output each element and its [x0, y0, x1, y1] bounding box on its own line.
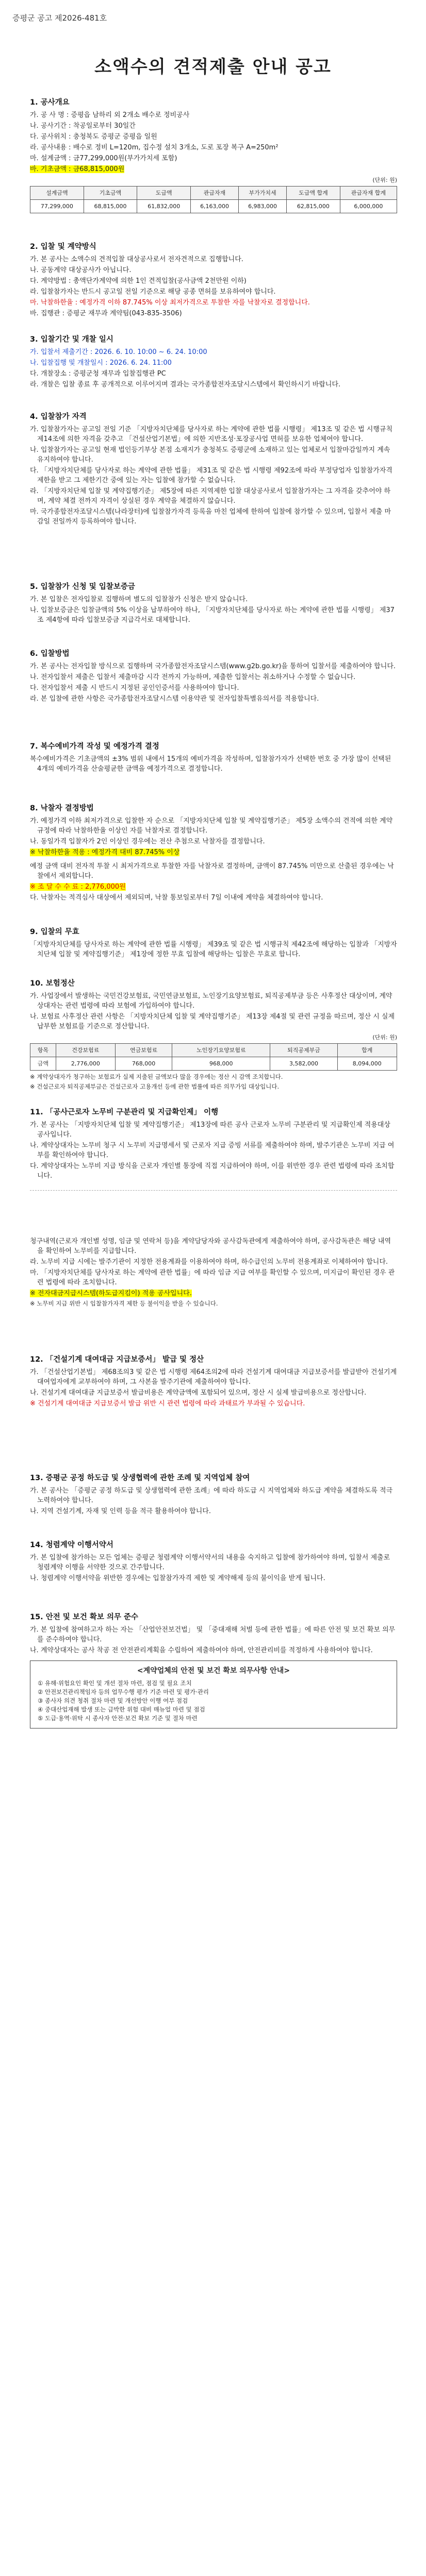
table-header-row: [30, 1044, 397, 1057]
page-divider: [30, 1190, 397, 1191]
table-header: 항목: [30, 1044, 56, 1057]
list-item: 라. 개찰은 입찰 종료 후 공개적으로 이루어지며 결과는 국가종합전자조달시스템에서 확인하시기 바랍니다.: [30, 381, 341, 388]
table-cell: 6,163,000: [191, 200, 239, 213]
section-heading: 14. 청렴계약 이행서약서: [30, 1541, 113, 1549]
list-item: 가. 본 입찰에 참가하는 모든 업체는 증평군 청렴계약 이행서약서의 내용을 숙지하고 입찰에 참가하여야 하며, 입찰서 제출로 청렴계약 이행을 서약한 것으로 간주합니다.: [30, 1554, 390, 1571]
list-item: 나. 청렴계약 이행서약을 위반한 경우에는 입찰참가자격 제한 및 계약해제 등의 불이익을 받게 됩니다.: [30, 1574, 325, 1582]
list-item: 가. 본 공사는 「증평군 공정 하도급 및 상생협력에 관한 조례」에 따라 하도급 시 지역업체와 하도급 계약을 체결하도록 적극 노력하여야 합니다.: [30, 1487, 393, 1504]
table-header: 기초금액: [84, 187, 137, 200]
list-item: ⑤ 도급·용역·위탁 시 종사자 안전·보건 확보 기준 및 절차 마련: [38, 1715, 198, 1722]
table-cell: 768,000: [116, 1057, 172, 1071]
list-item: 가. 본 공사는 소액수의 견적입찰 대상공사로서 전자견적으로 집행합니다.: [30, 256, 243, 263]
list-item: 나. 계약상대자는 노무비 청구 시 노무비 지급명세서 및 근로자 지급 증빙 서류를 제출하여야 하며, 발주기관은 노무비 지급 여부를 확인하여야 합니다.: [30, 1142, 395, 1159]
section-overview: [30, 98, 397, 213]
section-heading: 2. 입찰 및 계약방식: [30, 243, 96, 251]
table-row: [30, 1057, 397, 1071]
section-award-method: [30, 804, 397, 904]
section-heading: 4. 입찰참가 자격: [30, 413, 87, 421]
list-item: 다. 「지방자치단체를 당사자로 하는 계약에 관한 법률」 제31조 및 같은 법 시행령 제92조에 따라 부정당업자 입찰참가자격 제한을 받고 그 제한기간 중에 있는 자는 입찰에 참가할 수 없습니다.: [30, 467, 392, 484]
equipment-warning: ※ 건설기계 대여대금 지급보증서 발급 위반 시 관련 법령에 따라 과태료가 부과될 수 있습니다.: [30, 1400, 305, 1408]
list-item: 라. 입찰참가자는 반드시 공고일 전일 기준으로 해당 공종 면허를 보유하여야 합니다.: [30, 288, 276, 296]
section-heading: 11. 「공사근로자 노무비 구분관리 및 지급확인제」 이행: [30, 1108, 219, 1116]
list-item: 라. 「지방자치단체 입찰 및 계약집행기준」 제5장에 따른 지역제한 입찰 대상공사로서 입찰참가자는 그 자격을 갖추어야 하며, 계약 체결 전까지 자격이 상실된 경우 계약을 체결하지 않습니다.: [30, 487, 391, 505]
list-item: 가. 예정가격 이하 최저가격으로 입찰한 자 순으로 「지방자치단체 입찰 및 계약집행기준」 제5장 소액수의 견적에 의한 계약 규정에 따라 낙찰하한율 이상인 자를 낙찰자로 결정합니다.: [30, 817, 393, 835]
list-item: 나. 건설기계 대여대금 지급보증서 발급비용은 계약금액에 포함되어 있으며, 정산 시 실제 발급비용으로 정산합니다.: [30, 1389, 367, 1397]
labor-note: ※ 노무비 지급 위반 시 입찰참가자격 제한 등 불이익을 받을 수 있습니다.: [30, 1300, 218, 1307]
fee-highlight: ※ 조 달 수 수 료 : 2,776,000원: [30, 883, 126, 891]
award-notice: 예정 금액 대비 전자적 투찰 시 최저가격으로 투찰한 자를 낙찰자로 결정하며, 금액이 87.745% 미만으로 산출된 경우에는 낙찰에서 제외합니다.: [30, 862, 394, 880]
section-contract-method: [30, 242, 397, 319]
list-item: 가. 본 입찰에 참여하고자 하는 자는 「산업안전보건법」 및 「중대재해 처벌 등에 관한 법률」에 따른 안전 및 보건 확보 의무를 준수하여야 합니다.: [30, 1626, 396, 1643]
list-item: 청구내역(근로자 개인별 성명, 임금 및 연락처 등)을 계약담당자와 공사감독관에게 제출하여야 하며, 공사감독관은 해당 내역을 확인하여 노무비를 지급합니다.: [30, 1238, 391, 1255]
list-item: 나. 공동계약 대상공사가 아닙니다.: [30, 266, 132, 274]
list-item: 다. 계약상대자는 노무비 지급 방식을 근로자 개인별 통장에 직접 지급하여야 하며, 이를 위반한 경우 관련 법령에 따라 조치합니다.: [30, 1162, 395, 1180]
section-eligibility: [30, 412, 397, 528]
list-item: ④ 중대산업재해 발생 또는 급박한 위험 대비 매뉴얼 마련 및 점검: [38, 1706, 205, 1713]
table-cell: 61,832,000: [137, 200, 191, 213]
list-item: 가. 입찰서 제출기간 : 2026. 6. 10. 10:00 ~ 6. 24. 10:00: [30, 348, 207, 356]
section-heading: 6. 입찰방법: [30, 650, 70, 658]
section-heading: 7. 복수예비가격 작성 및 예정가격 결정: [30, 742, 159, 751]
notice-number: 증평군 공고 제2026-481호: [12, 13, 107, 23]
table-unit: (단위: 원): [372, 177, 397, 183]
section-integrity: [30, 1540, 397, 1584]
list-item: 라. 공사내용 : 배수로 정비 L=120m, 집수정 설치 3개소, 도로 포장 복구 A=250m²: [30, 144, 278, 151]
table-header: 연금보험료: [116, 1044, 172, 1057]
section-heading: 5. 입찰참가 신청 및 입찰보증금: [30, 583, 135, 591]
insurance-table: [30, 1043, 397, 1071]
section-bid-period: [30, 335, 397, 391]
section-heading: 8. 낙찰자 결정방법: [30, 804, 94, 812]
list-item: 나. 보험료 사후정산 관련 사항은 「지방자치단체 입찰 및 계약집행기준」 제13장 제4절 및 관련 규정을 따르며, 정산 시 실제 납부한 보험료를 기준으로 정산합니다.: [30, 1013, 395, 1030]
section-heading: 13. 증평군 공정 하도급 및 상생협력에 관한 조례 및 지역업체 참여: [30, 1474, 250, 1482]
section-deposit: [30, 582, 397, 626]
table-cell: 77,299,000: [30, 200, 84, 213]
list-item: 마. 국가종합전자조달시스템(나라장터)에 입찰참가자격 등록을 마친 업체에 한하여 입찰에 참가할 수 있으며, 입찰서 제출 마감일 전일까지 등록하여야 합니다.: [30, 508, 391, 526]
list-item: 나. 동일가격 입찰자가 2인 이상인 경우에는 전산 추첨으로 낙찰자를 결정합니다.: [30, 838, 265, 845]
table-row: [30, 200, 397, 213]
list-item: 가. 사업장에서 발생하는 국민건강보험료, 국민연금보험료, 노인장기요양보험료, 퇴직공제부금 등은 사후정산 대상이며, 계약상대자는 관련 법령에 따라 보험에 가입하여야 합니다.: [30, 992, 392, 1010]
list-item: 가. 「건설산업기본법」 제68조의3 및 같은 법 시행령 제64조의2에 따라 건설기계 대여대금 지급보증서를 발급받아 건설기계 대여업자에게 교부하여야 하며, 그 사본을 발주기관에 제출하여야 합니다.: [30, 1368, 397, 1386]
list-item: 라. 노무비 지급 시에는 발주기관이 지정한 전용계좌를 이용하여야 하며, 하수급인의 노무비 전용계좌로 이체하여야 합니다.: [30, 1258, 388, 1266]
insurance-note: ※ 계약상대자가 청구하는 보험료가 실제 지출된 금액보다 많을 경우에는 정산 시 감액 조치합니다.: [30, 1073, 283, 1080]
table-cell: 금액: [30, 1057, 56, 1071]
table-cell: 968,000: [172, 1057, 270, 1071]
table-header: 합계: [337, 1044, 397, 1057]
table-header: 부가가치세: [239, 187, 287, 200]
list-item: 라. 본 입찰에 관한 사항은 국가종합전자조달시스템 이용약관 및 전자입찰특별유의서를 적용합니다.: [30, 695, 319, 703]
list-item: 가. 공 사 명 : 증평읍 남하리 외 2개소 배수로 정비공사: [30, 111, 190, 119]
table-cell: 62,815,000: [287, 200, 340, 213]
list-item: 나. 지역 건설기계, 자재 및 인력 등을 적극 활용하여야 합니다.: [30, 1507, 211, 1515]
list-item: 나. 공사기간 : 착공일로부터 30일간: [30, 122, 136, 130]
table-header: 퇴직공제부금: [270, 1044, 337, 1057]
list-item: 다. 계약방법 : 총액단가계약에 의한 1인 견적입찰(공사금액 2천만원 이하): [30, 277, 247, 285]
list-item: 다. 낙찰자는 적격심사 대상에서 제외되며, 낙찰 통보일로부터 7일 이내에 계약을 체결하여야 합니다.: [30, 894, 323, 902]
insurance-note: ※ 건설근로자 퇴직공제부금은 건설근로자 고용개선 등에 관한 법률에 따른 의무가입 대상입니다.: [30, 1083, 280, 1090]
list-item: 다. 개찰장소 : 증평군청 재무과 입찰집행관 PC: [30, 370, 166, 378]
list-item: 나. 입찰참가자는 공고일 현재 법인등기부상 본점 소재지가 충청북도 증평군에 소재하고 있는 업체로서 입찰마감일까지 계속 유지하여야 합니다.: [30, 446, 390, 464]
section-heading: 15. 안전 및 보건 확보 의무 준수: [30, 1613, 139, 1621]
table-cell: 6,983,000: [239, 200, 287, 213]
list-item: 다. 공사위치 : 충청북도 증평군 증평읍 일원: [30, 133, 157, 141]
list-item: 마. 설계금액 : 금77,299,000원(부가가치세 포함): [30, 155, 177, 162]
table-header: 설계금액: [30, 187, 84, 200]
list-item: ① 유해·위험요인 확인 및 개선 절차 마련, 점검 및 필요 조치: [38, 1680, 192, 1687]
list-item: ② 안전보건관리책임자 등의 업무수행 평가 기준 마련 및 평가·관리: [38, 1688, 209, 1696]
list-item: 나. 입찰보증금은 입찰금액의 5% 이상을 납부하여야 하나, 「지방자치단체를 당사자로 하는 계약에 관한 법률 시행령」 제37조 제4항에 따라 입찰보증금 지급각서로 대체합니다.: [30, 606, 395, 624]
table-cell: 68,815,000: [84, 200, 137, 213]
list-item: ③ 종사자 의견 청취 절차 마련 및 개선방안 이행 여부 점검: [38, 1697, 188, 1704]
table-header: 도급액 합계: [287, 187, 340, 200]
list-item: 나. 계약상대자는 공사 착공 전 안전관리계획을 수립하여 제출하여야 하며, 안전관리비를 적정하게 사용하여야 합니다.: [30, 1647, 373, 1654]
safety-box-title: <계약업체의 안전 및 보건 확보 의무사항 안내>: [137, 1667, 290, 1675]
section-safety: [30, 1613, 397, 1728]
list-item: 가. 본 입찰은 전자입찰로 집행하며 별도의 입찰참가 신청은 받지 않습니다.: [30, 596, 248, 603]
table-header: 노인장기요양보험료: [172, 1044, 270, 1057]
list-item: 나. 입찰집행 및 개찰일시 : 2026. 6. 24. 11:00: [30, 359, 172, 367]
section-heading: 9. 입찰의 무효: [30, 928, 79, 936]
table-cell: 6,000,000: [340, 200, 397, 213]
section-invalid-bid: [30, 927, 397, 960]
section-insurance: [30, 979, 397, 1092]
table-cell: 3,582,000: [270, 1057, 337, 1071]
table-header-row: [30, 187, 397, 200]
section-equipment-guarantee: [30, 1355, 397, 1410]
price-table: [30, 186, 397, 213]
section-heading: 10. 보험정산: [30, 979, 75, 988]
list-item: 다. 전자입찰서 제출 시 반드시 지정된 공인인증서를 사용하여야 합니다.: [30, 684, 239, 692]
section-labor-cost-continued: [30, 1236, 397, 1309]
list-item: 가. 본 공사는 전자입찰 방식으로 집행하며 국가종합전자조달시스템(www.g2b.go.kr)을 통하여 입찰서를 제출하여야 합니다.: [30, 663, 396, 670]
section-labor-cost: [30, 1108, 397, 1182]
safety-box: [30, 1660, 397, 1728]
page-title: 소액수의 견적제출 안내 공고: [94, 57, 332, 77]
table-header: 관급자재: [191, 187, 239, 200]
table-header: 관급자재 합계: [340, 187, 397, 200]
list-item: 바. 집행관 : 증평군 재무과 계약팀(043-835-3506): [30, 310, 182, 317]
section-heading: 12. 「건설기계 대여대금 지급보증서」 발급 및 정산: [30, 1355, 204, 1364]
table-cell: 8,094,000: [337, 1057, 397, 1071]
labor-highlight: ※ 전자대금지급시스템(하도급지킴이) 적용 공사입니다.: [30, 1290, 192, 1297]
list-item: 나. 전자입찰서 제출은 입찰서 제출마감 시각 전까지 가능하며, 제출한 입찰서는 취소하거나 수정할 수 없습니다.: [30, 673, 356, 681]
list-item: 가. 본 공사는 「지방자치단체 입찰 및 계약집행기준」 제13장에 따른 공사 근로자 노무비 구분관리 및 지급확인제 적용대상 공사입니다.: [30, 1121, 390, 1139]
table-unit: (단위: 원): [372, 1034, 397, 1041]
list-item: 복수예비가격은 기초금액의 ±3% 범위 내에서 15개의 예비가격을 작성하며, 입찰참가자가 선택한 번호 중 가장 많이 선택된 4개의 예비가격을 산술평균한 금액을 예정가격으로 결정합니다.: [30, 755, 391, 773]
section-heading: 1. 공사개요: [30, 98, 70, 107]
table-header: 건강보험료: [56, 1044, 115, 1057]
list-item: 마. 낙찰하한율 : 예정가격 이하 87.745% 이상 최저가격으로 투찰한 자를 낙찰자로 결정합니다.: [30, 299, 310, 307]
list-item: 마. 「지방자치단체를 당사자로 하는 계약에 관한 법률」에 따라 임금 지급 여부를 확인할 수 있으며, 미지급이 확인된 경우 관련 법령에 따라 조치합니다.: [30, 1269, 395, 1286]
rate-highlight: ※ 낙찰하한율 적용 : 예정가격 대비 87.745% 이상: [30, 849, 180, 856]
table-cell: 2,776,000: [56, 1057, 115, 1071]
section-bid-method: [30, 649, 397, 705]
base-price-highlight: 바. 기초금액 : 금68,815,000원: [30, 165, 125, 173]
table-header: 도급액: [137, 187, 191, 200]
section-reserve-price: [30, 742, 397, 775]
list-item: 「지방자치단체를 당사자로 하는 계약에 관한 법률 시행령」 제39조 및 같은 법 시행규칙 제42조에 해당하는 입찰과 「지방자치단체 입찰 및 계약집행기준」 제1장에 정한 무효 입찰에 해당하는 입찰은 무효로 합니다.: [30, 941, 397, 958]
list-item: 가. 입찰참가자는 공고일 전일 기준 「지방자치단체를 당사자로 하는 계약에 관한 법률 시행령」 제13조 및 같은 법 시행규칙 제14조에 의한 자격을 갖추고 「건설산업기본법」에 의한 지반조성·포장공사업 면허를 보유한 업체여야 합니다.: [30, 426, 393, 443]
section-local-participation: [30, 1473, 397, 1517]
section-heading: 3. 입찰기간 및 개찰 일시: [30, 335, 113, 344]
